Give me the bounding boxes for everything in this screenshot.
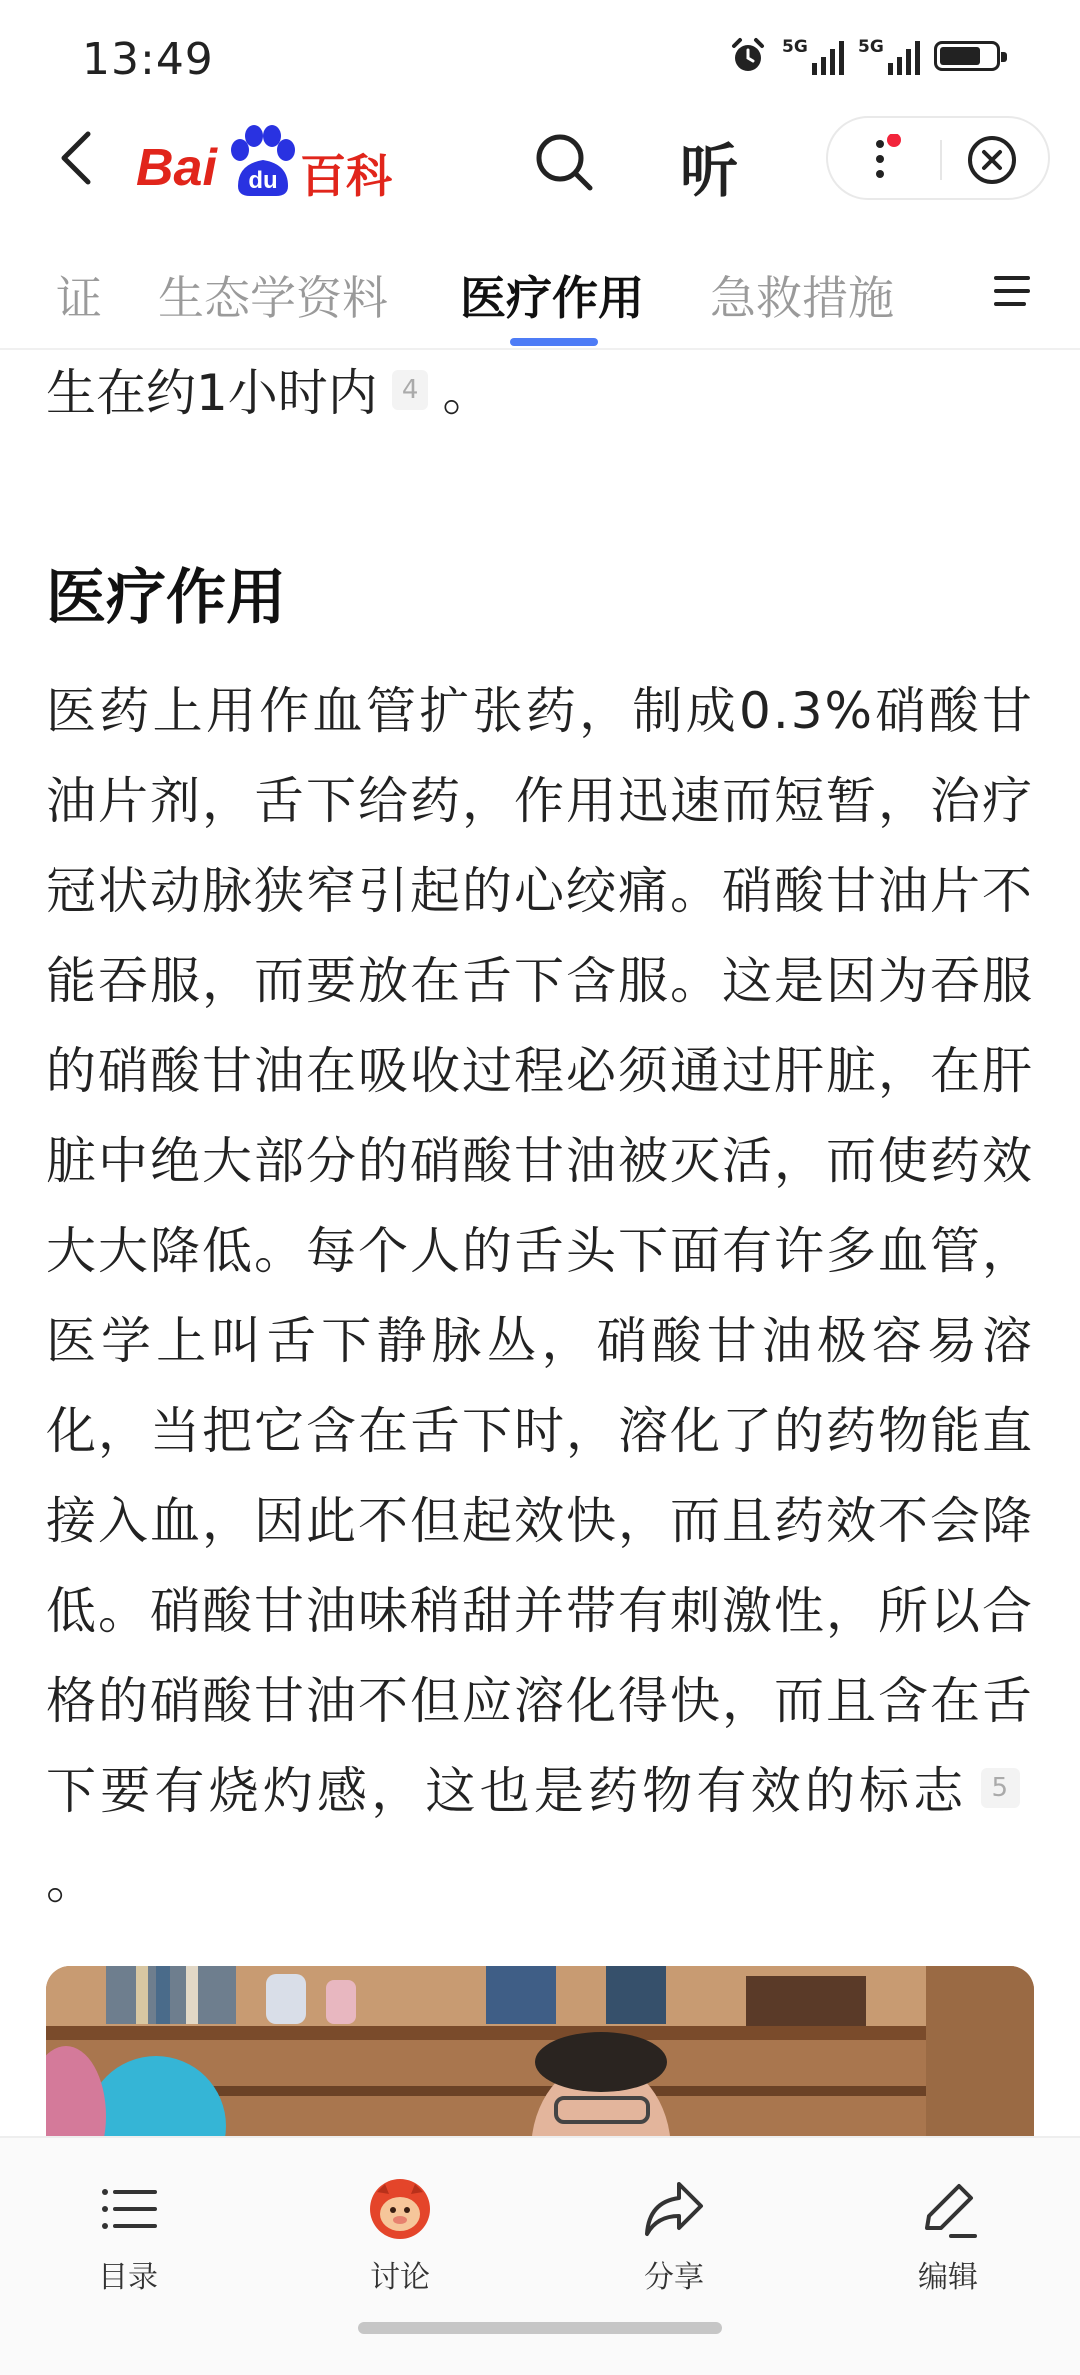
section-tabs bbox=[0, 230, 1080, 350]
back-arrow-icon[interactable] bbox=[48, 126, 112, 190]
edit-label: 编辑 bbox=[918, 2260, 978, 2295]
signal-label: 5G bbox=[858, 37, 884, 57]
edit-icon bbox=[913, 2174, 983, 2244]
home-indicator[interactable] bbox=[358, 2322, 722, 2334]
battery-icon bbox=[934, 41, 1000, 71]
tab-fade bbox=[894, 230, 984, 348]
share-button[interactable] bbox=[604, 2174, 744, 2296]
menu-icon[interactable] bbox=[982, 266, 1042, 316]
article-content bbox=[46, 348, 1034, 1926]
share-icon bbox=[639, 2174, 709, 2244]
logo-bai: Bai bbox=[136, 139, 217, 197]
list-icon bbox=[93, 2174, 163, 2244]
catalog-label: 目录 bbox=[98, 2260, 158, 2295]
logo-du: du bbox=[248, 167, 278, 194]
citation-link[interactable]: 4 bbox=[392, 370, 429, 410]
capsule-divider bbox=[940, 140, 942, 180]
alarm-icon bbox=[728, 36, 768, 76]
lead-text bbox=[46, 348, 1034, 438]
lead-text-body: 生在约1小时内 bbox=[46, 364, 378, 422]
search-icon[interactable] bbox=[532, 130, 596, 194]
paragraph-text: 医药上用作血管扩张药，制成0.3%硝酸甘油片剂，舌下给药，作用迅速而短暂，治疗冠状动脉狭窄引起的心绞痛。硝酸甘油片不能吞服，而要放在舌下含服。这是因为吞服的硝酸甘油在吸收过程必须通过肝脏，在肝脏中绝大部分的硝酸甘油被灭活，而使药效大大降低。每个人的舌头下面有许多血管，医学上叫舌下静脉丛，硝酸甘油极容易溶化，当把它含在舌下时，溶化了的药物能直接入血，因此不但起效快，而且药效不会降低。硝酸甘油味稍甜并带有刺激性，所以合格的硝酸甘油不但应溶化得快，而且含在舌下要有烧灼感，这也是药物有效的标志 bbox=[46, 682, 1034, 1820]
share-label: 分享 bbox=[644, 2260, 704, 2295]
paw-logo-icon bbox=[226, 124, 300, 198]
tab-first-aid[interactable]: 急救措施 bbox=[710, 271, 894, 325]
status-icons bbox=[728, 36, 1000, 76]
tab-medical[interactable]: 医疗作用 bbox=[460, 271, 644, 325]
discussion-mascot-icon bbox=[365, 2174, 435, 2244]
bottom-toolbar bbox=[0, 2136, 1080, 2375]
article-paragraph bbox=[46, 666, 1034, 1926]
listen-button[interactable]: 听 bbox=[680, 137, 739, 205]
mini-program-capsule bbox=[826, 116, 1050, 200]
citation-link[interactable]: 5 bbox=[981, 1768, 1020, 1808]
signal-label: 5G bbox=[782, 37, 808, 57]
more-options-icon[interactable] bbox=[864, 134, 904, 184]
section-title: 医疗作用 bbox=[46, 563, 286, 633]
lead-text-tail: 。 bbox=[442, 364, 493, 422]
catalog-button[interactable] bbox=[58, 2174, 198, 2296]
status-time: 13:49 bbox=[82, 34, 214, 85]
baidu-baike-logo[interactable] bbox=[134, 104, 394, 204]
logo-baike: 百科 bbox=[300, 149, 392, 203]
tab-partial[interactable]: 证 bbox=[56, 271, 102, 325]
cell-signal-icon bbox=[782, 37, 844, 75]
discuss-button[interactable] bbox=[330, 2174, 470, 2296]
close-icon[interactable] bbox=[966, 134, 1018, 186]
paragraph-tail: 。 bbox=[46, 1852, 98, 1910]
app-header bbox=[0, 100, 1080, 220]
tab-ecology[interactable]: 生态学资料 bbox=[158, 271, 388, 325]
active-tab-indicator bbox=[510, 338, 598, 346]
edit-button[interactable] bbox=[878, 2174, 1018, 2296]
cell-signal-icon bbox=[858, 37, 920, 75]
discuss-label: 讨论 bbox=[370, 2260, 430, 2295]
